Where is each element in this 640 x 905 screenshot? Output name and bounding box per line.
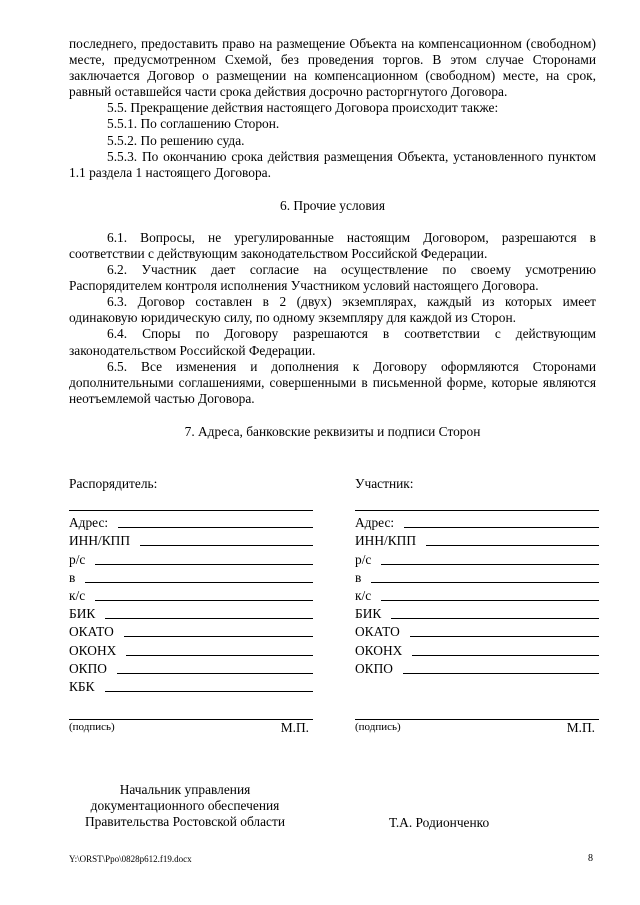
field-label: ОКПО <box>69 660 107 676</box>
fill-line <box>391 618 599 619</box>
position-line: документационного обеспечения <box>90 798 280 814</box>
field-label: БИК <box>355 606 382 622</box>
paragraph-6-4: 6.4. Споры по Договору разрешаются в соответствии с действующим законодательством Российской Федерации. <box>69 326 596 358</box>
signatory-position <box>69 782 301 831</box>
paragraph-6-5: 6.5. Все изменения и дополнения к Договору оформляются Сторонами дополнительными соглашениями, совершенными в письменной форме, которые являются неотъемлемой частью Договора. <box>69 358 596 406</box>
fill-line <box>95 600 313 601</box>
field-ks <box>69 586 313 604</box>
field-label: к/с <box>355 587 372 603</box>
paragraph-6-1: 6.1. Вопросы, не урегулированные настоящим Договором, разрешаются в соответствии с действующим законодательством Российской Федерации. <box>69 229 596 261</box>
stamp-label: М.П. <box>566 720 595 735</box>
signature-right <box>355 719 599 739</box>
paragraph-continuation: последнего, предоставить право на размещение Объекта на компенсационном (свободном) месте, предусмотренном Схемой, без проведения торгов. В этом случае Сторонами заключается Договор о размещении на компенсационном (свободном) месте, на срок, равный оставшейся части срока действия досрочно расторгнутого Договора. <box>69 36 596 100</box>
field-rs <box>69 549 313 567</box>
field-label: ИНН/КПП <box>355 533 417 549</box>
signature-line <box>355 719 599 720</box>
field-label: к/с <box>69 587 86 603</box>
field-address <box>355 513 599 531</box>
field-bank <box>355 568 599 586</box>
section-7-heading: 7. Адреса, банковские реквизиты и подписи Сторон <box>184 423 481 439</box>
field-label: в <box>355 569 362 585</box>
stamp-label: М.П. <box>280 720 309 735</box>
field-label: р/с <box>355 551 372 567</box>
document-body <box>69 36 596 440</box>
field-kbk <box>69 677 313 695</box>
field-label: ОКПО <box>355 660 393 676</box>
field-address <box>69 513 313 531</box>
paragraph-5-5-3: 5.5.3. По окончанию срока действия размещения Объекта, установленного пунктом 1.1 раздела 1 настоящего Договора. <box>69 148 596 180</box>
fill-line <box>381 600 599 601</box>
fill-line <box>85 582 313 583</box>
fill-line <box>105 691 313 692</box>
fill-line <box>118 527 313 528</box>
field-okato <box>69 622 313 640</box>
paragraph-5-5: 5.5. Прекращение действия настоящего Договора происходит также: <box>107 100 499 116</box>
signature-line <box>69 719 313 720</box>
fill-line <box>124 636 313 637</box>
divider <box>69 510 313 511</box>
paragraph-6-2: 6.2. Участник дает согласие на осуществление по своему усмотрению Распорядителем контроля исполнения Участником условий настоящего Договора. <box>69 262 596 294</box>
field-label: р/с <box>69 551 86 567</box>
fill-line <box>140 545 313 546</box>
fill-line <box>105 618 313 619</box>
field-label: ОКАТО <box>69 624 114 640</box>
signature-label: (подпись) <box>355 721 401 733</box>
field-okato <box>355 622 599 640</box>
field-okpo <box>355 659 599 677</box>
fill-line <box>403 673 599 674</box>
field-inn-kpp <box>355 531 599 549</box>
fill-line <box>426 545 599 546</box>
signature-label: (подпись) <box>69 721 115 733</box>
position-line: Начальник управления <box>119 782 251 797</box>
position-line: Правительства Ростовской области <box>84 814 286 830</box>
field-inn-kpp <box>69 531 313 549</box>
field-label: ОКОНХ <box>69 642 117 658</box>
field-bank <box>69 568 313 586</box>
fill-line <box>117 673 313 674</box>
section-6-heading: 6. Прочие условия <box>280 197 385 213</box>
divider <box>355 510 599 511</box>
fill-line <box>410 636 599 637</box>
party-right <box>355 476 599 677</box>
fill-line <box>412 655 599 656</box>
field-rs <box>355 549 599 567</box>
paragraph-6-3: 6.3. Договор составлен в 2 (двух) экземплярах, каждый из которых имеет одинаковую юридическую силу, по одному экземпляру для каждой из Сторон. <box>69 294 596 326</box>
field-bik <box>69 604 313 622</box>
field-okonh <box>355 640 599 658</box>
party-left <box>69 476 313 695</box>
field-ks <box>355 586 599 604</box>
fill-line <box>381 564 599 565</box>
fill-line <box>95 564 313 565</box>
signatory-name: Т.А. Родионченко <box>389 815 490 830</box>
field-bik <box>355 604 599 622</box>
field-label: ИНН/КПП <box>69 533 131 549</box>
field-okpo <box>69 659 313 677</box>
field-label: Адрес: <box>69 515 109 531</box>
signature-left <box>69 719 313 739</box>
paragraph-5-5-1: 5.5.1. По соглашению Сторон. <box>107 116 280 132</box>
fill-line <box>404 527 599 528</box>
file-path: Y:\ORST\Ppo\0828p612.f19.docx <box>69 854 192 864</box>
field-label: Адрес: <box>355 515 395 531</box>
field-okonh <box>69 640 313 658</box>
field-label: ОКОНХ <box>355 642 403 658</box>
field-label: ОКАТО <box>355 624 400 640</box>
field-label: в <box>69 569 76 585</box>
page-number: 8 <box>588 853 593 864</box>
fill-line <box>126 655 313 656</box>
paragraph-5-5-2: 5.5.2. По решению суда. <box>107 132 245 148</box>
field-label: КБК <box>69 678 95 694</box>
fill-line <box>371 582 599 583</box>
party-left-title: Распорядитель: <box>69 476 158 491</box>
party-right-title: Участник: <box>355 476 414 491</box>
field-label: БИК <box>69 606 96 622</box>
